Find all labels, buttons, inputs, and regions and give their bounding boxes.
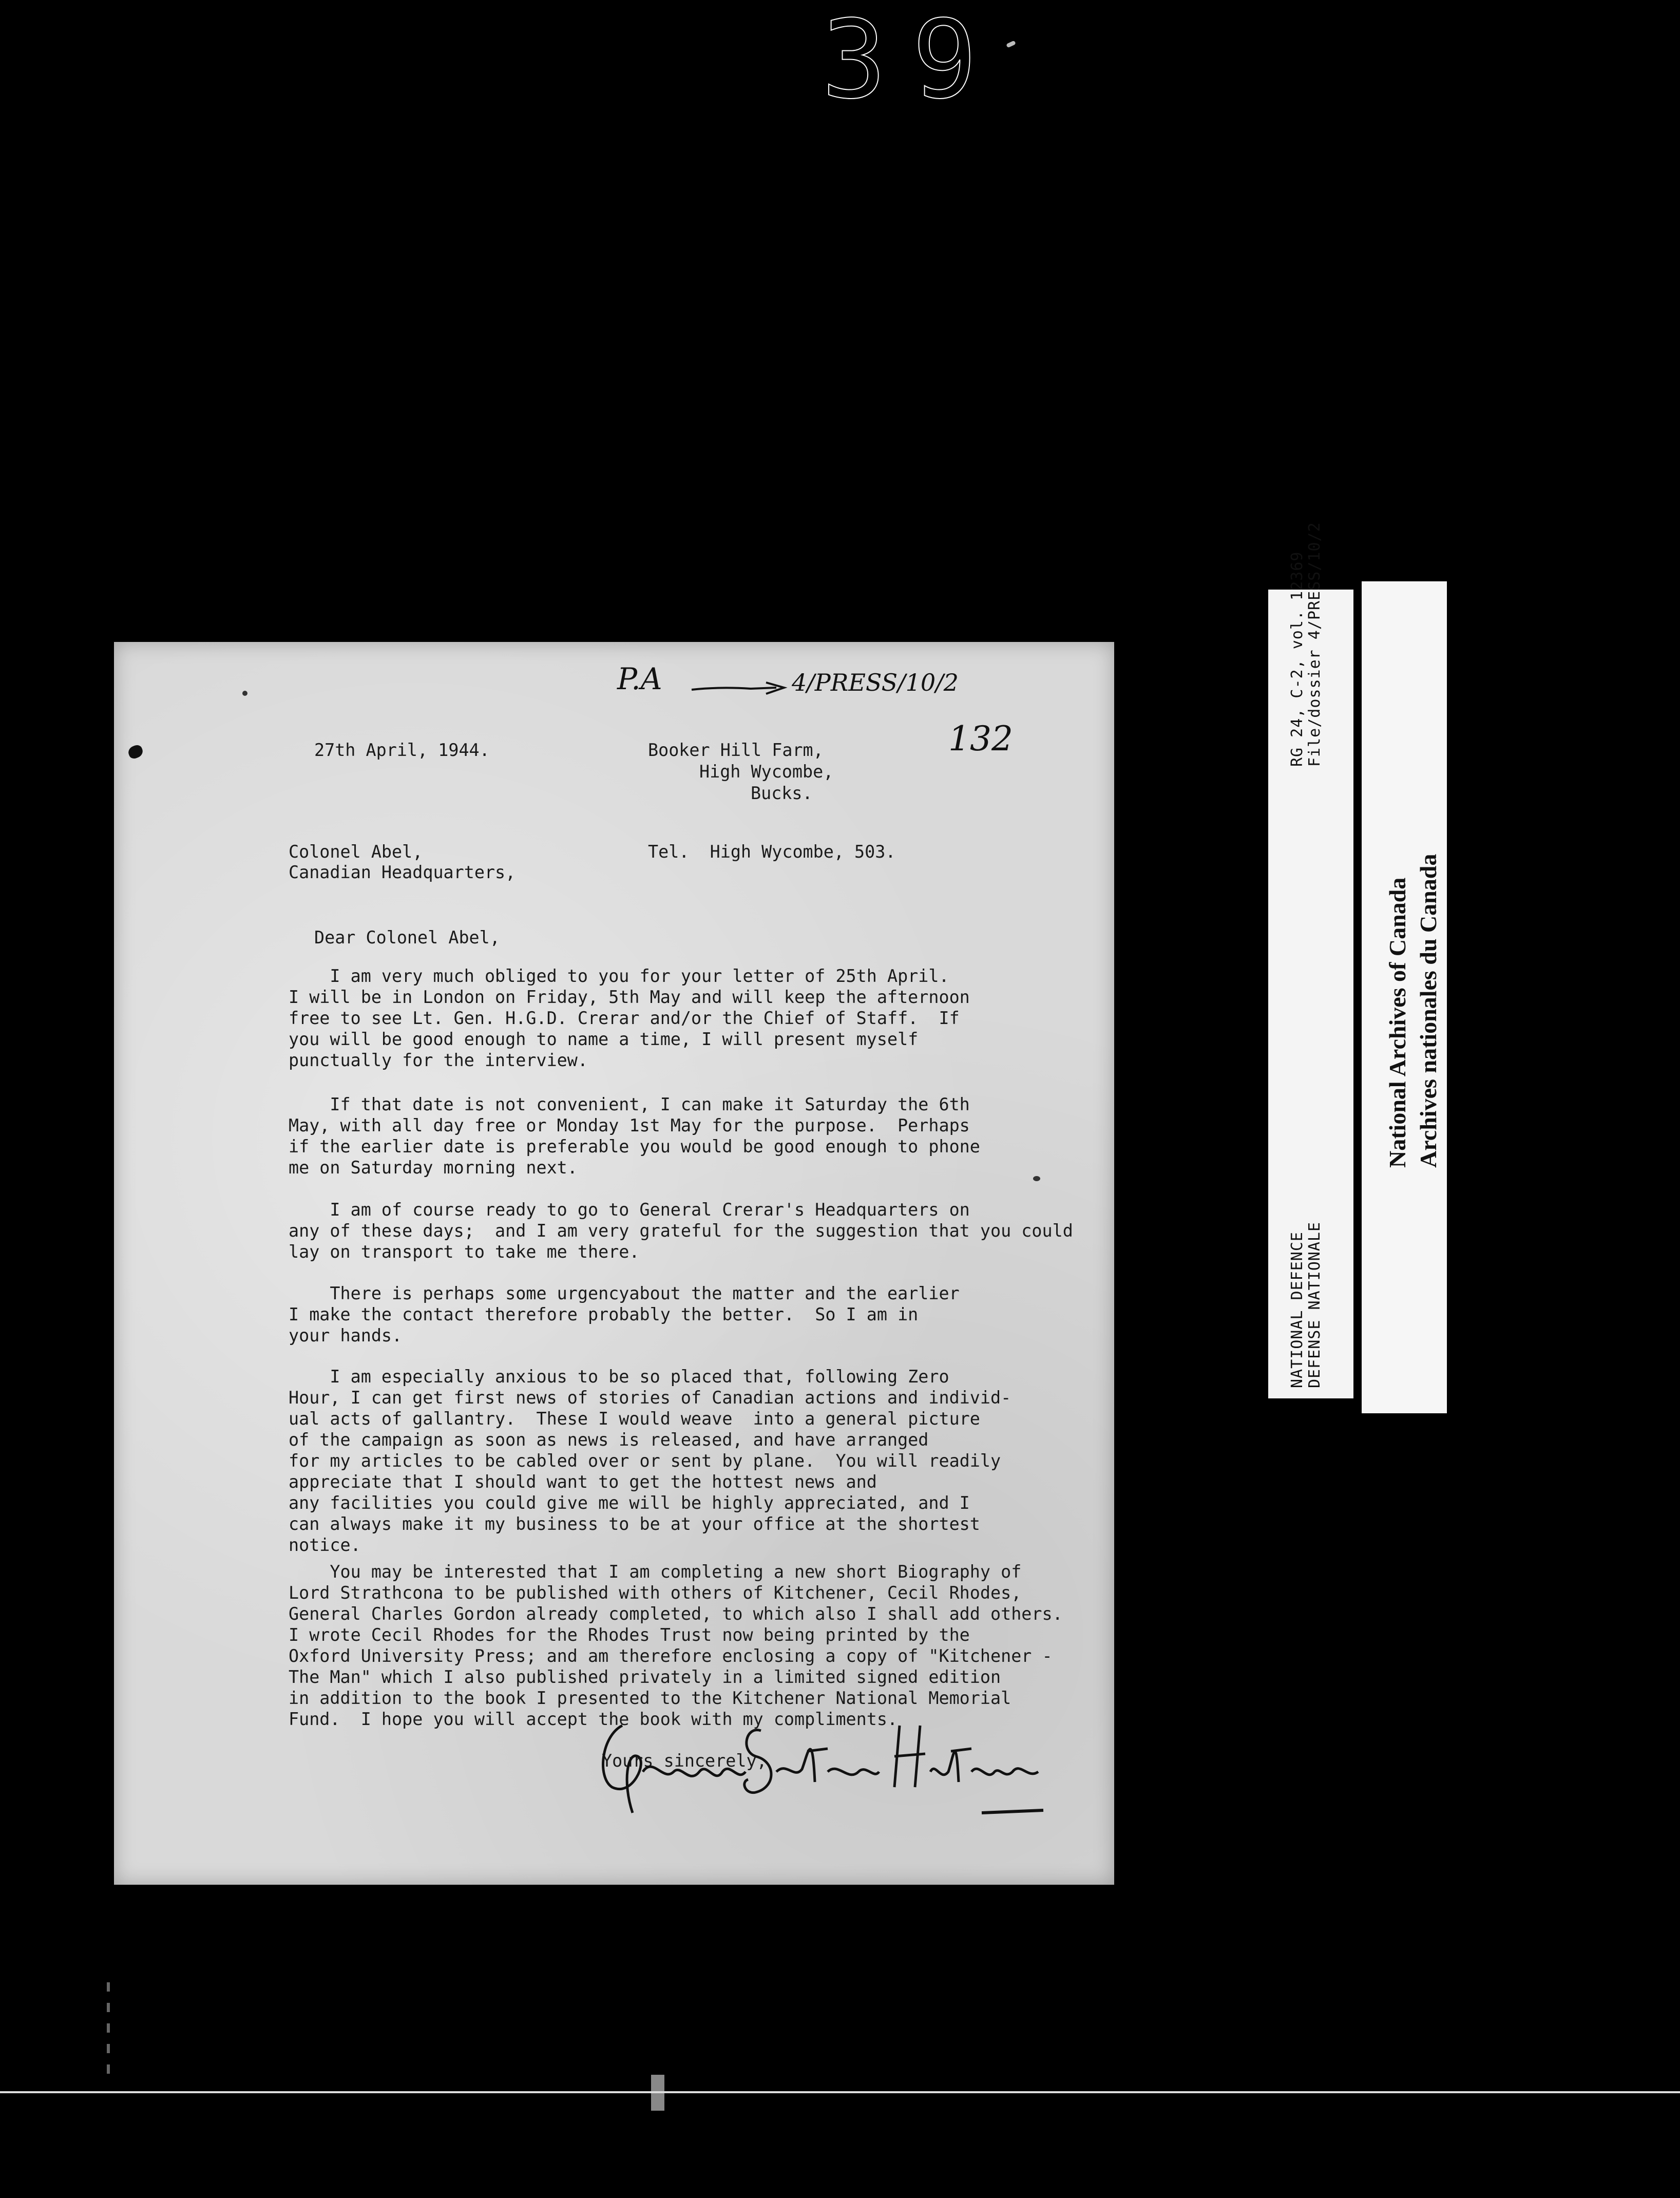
- body-line: for my articles to be cabled over or sent by plane. You will readily: [289, 1451, 1001, 1471]
- body-line: if the earlier date is preferable you would be good enough to phone: [289, 1136, 980, 1157]
- body-line: notice.: [289, 1535, 361, 1555]
- address-line: Booker Hill Farm,: [648, 740, 824, 760]
- body-line: me on Saturday morning next.: [289, 1158, 578, 1178]
- paper-speck: [242, 691, 247, 696]
- body-line: General Charles Gordon already completed, to which also I shall add others.: [289, 1604, 1063, 1624]
- body-line: free to see Lt. Gen. H.G.D. Crerar and/or the Chief of Staff. If: [289, 1008, 960, 1028]
- address-line: High Wycombe,: [699, 762, 834, 782]
- archive-institution-strip: [1362, 581, 1447, 1413]
- salutation: Dear Colonel Abel,: [314, 927, 500, 948]
- handwritten-ref-mark: P.A: [617, 661, 662, 696]
- paper-speck: [1033, 1176, 1040, 1181]
- recipient-line: Canadian Headquarters,: [289, 862, 516, 882]
- body-line: I will be in London on Friday, 5th May and will keep the afternoon: [289, 987, 970, 1007]
- body-line: I am of course ready to go to General Crerar's Headquarters on: [289, 1200, 970, 1220]
- film-edge-rule: [0, 2091, 1680, 2093]
- archive-department: NATIONAL DEFENCE DEFENSE NATIONALE: [1288, 1221, 1324, 1388]
- body-line: Lord Strathcona to be published with others of Kitchener, Cecil Rhodes,: [289, 1583, 1022, 1603]
- body-line: I wrote Cecil Rhodes for the Rhodes Trust now being printed by the: [289, 1625, 970, 1645]
- body-line: May, with all day free or Monday 1st May for the purpose. Perhaps: [289, 1115, 970, 1135]
- film-edge-marks: [107, 1982, 110, 2085]
- body-line: I am especially anxious to be so placed that, following Zero: [289, 1367, 949, 1387]
- body-line: you will be good enough to name a time, I will present myself: [289, 1029, 919, 1049]
- body-line: I make the contact therefore probably the better. So I am in: [289, 1304, 919, 1324]
- body-line: There is perhaps some urgencyabout the matter and the earlier: [289, 1283, 960, 1303]
- closing: Yours sincerely,: [602, 1751, 767, 1771]
- archive-reference: RG 24, C-2, vol. 12369 File/dossier 4/PRESS/10/2: [1288, 522, 1324, 767]
- body-line: any facilities you could give me will be highly appreciated, and I: [289, 1493, 970, 1513]
- telephone: Tel. High Wycombe, 503.: [648, 842, 896, 862]
- body-line: appreciate that I should want to get the hottest news and: [289, 1472, 877, 1492]
- body-line: can always make it my business to be at your office at the shortest: [289, 1514, 980, 1534]
- body-line: If that date is not convenient, I can make it Saturday the 6th: [289, 1094, 970, 1114]
- film-speck: [1006, 41, 1016, 48]
- signature: [591, 1695, 1054, 1828]
- body-line: punctually for the interview.: [289, 1050, 588, 1070]
- body-line: of the campaign as soon as news is released, and have arranged: [289, 1430, 929, 1450]
- body-line: in addition to the book I presented to the Kitchener National Memorial: [289, 1688, 1011, 1708]
- body-line: ual acts of gallantry. These I would weave into a general picture: [289, 1409, 980, 1429]
- recipient-line: Colonel Abel,: [289, 842, 423, 862]
- folio-number: 132: [948, 719, 1013, 759]
- body-line: your hands.: [289, 1325, 403, 1346]
- body-line: any of these days; and I am very grateful for the suggestion that you could: [289, 1221, 1073, 1241]
- body-line: lay on transport to take me there.: [289, 1242, 640, 1262]
- frame-number: 39: [822, 0, 1003, 123]
- letter-date: 27th April, 1944.: [314, 740, 490, 760]
- arrow-icon: [689, 680, 792, 696]
- body-line: Hour, I can get first news of stories of Canadian actions and individ-: [289, 1388, 1011, 1408]
- handwritten-file-ref: 4/PRESS/10/2: [792, 669, 959, 696]
- archive-label-strip: [1268, 522, 1353, 1398]
- archive-institution: National Archives of Canada Archives nationales du Canada: [1384, 854, 1441, 1168]
- letter-page: [114, 642, 1114, 1885]
- body-line: Fund. I hope you will accept the book with my compliments.: [289, 1709, 898, 1729]
- body-line: Oxford University Press; and am therefore enclosing a copy of "Kitchener -: [289, 1646, 1053, 1666]
- body-line: The Man" which I also published privately in a limited signed edition: [289, 1667, 1001, 1687]
- body-line: I am very much obliged to you for your letter of 25th April.: [289, 966, 949, 986]
- address-line: Bucks.: [751, 783, 813, 803]
- body-line: You may be interested that I am completing a new short Biography of: [289, 1562, 1022, 1582]
